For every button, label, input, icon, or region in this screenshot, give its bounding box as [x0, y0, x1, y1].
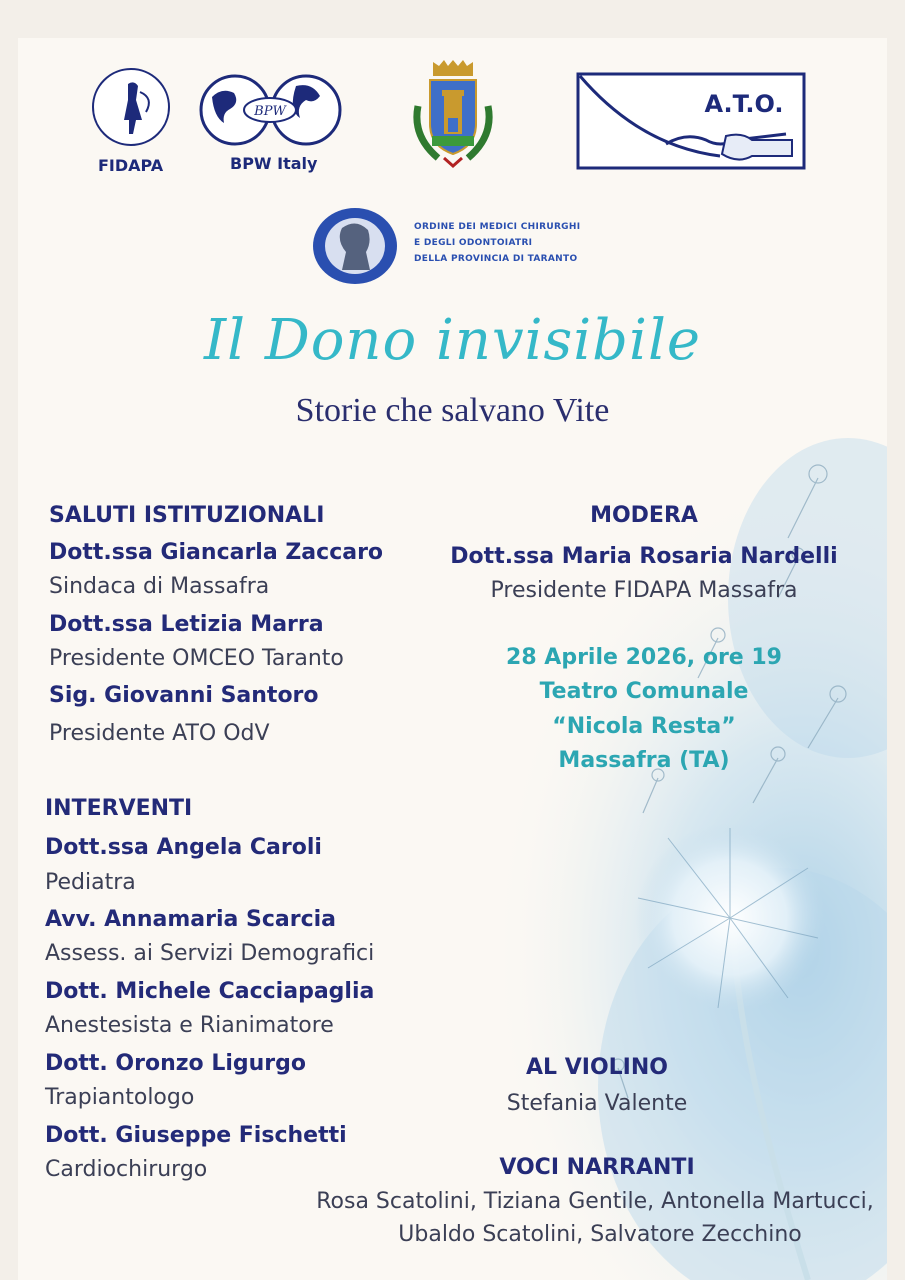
bpw-label: BPW Italy — [230, 154, 318, 173]
ato-logo-icon — [576, 72, 806, 172]
event-subtitle: Storie che salvano Vite — [295, 392, 610, 429]
interventi-name-2: Avv. Annamaria Scarcia — [45, 907, 337, 932]
event-venue-name: “Nicola Resta” — [552, 714, 736, 739]
voci-line-2: Ubaldo Scatolini, Salvatore Zecchino — [398, 1222, 802, 1247]
saluti-name-1: Dott.ssa Giancarla Zaccaro — [49, 540, 384, 565]
fidapa-label: FIDAPA — [98, 156, 164, 175]
modera-role: Presidente FIDAPA Massafra — [490, 578, 798, 603]
saluti-name-3: Sig. Giovanni Santoro — [49, 683, 319, 708]
saluti-role-1: Sindaca di Massafra — [49, 574, 270, 599]
voci-line-1: Rosa Scatolini, Tiziana Gentile, Antonella Martucci, — [316, 1189, 874, 1214]
event-city: Massafra (TA) — [558, 748, 730, 773]
bpw-inner-text: BPW — [254, 104, 286, 119]
omceo-text — [414, 219, 580, 267]
interventi-role-5: Cardiochirurgo — [45, 1157, 208, 1182]
saluti-name-2: Dott.ssa Letizia Marra — [49, 612, 324, 637]
omceo-line-3: DELLA PROVINCIA DI TARANTO — [414, 254, 578, 264]
fidapa-logo-icon — [90, 66, 172, 148]
event-title: Il Dono invisibile — [203, 308, 701, 373]
ato-label: A.T.O. — [704, 90, 784, 118]
saluti-role-3: Presidente ATO OdV — [49, 721, 270, 746]
violino-name: Stefania Valente — [506, 1091, 688, 1116]
bpw-logo-icon — [198, 72, 343, 147]
event-venue: Teatro Comunale — [539, 679, 749, 704]
interventi-role-4: Trapiantologo — [45, 1085, 195, 1110]
interventi-name-4: Dott. Oronzo Ligurgo — [45, 1051, 307, 1076]
massafra-crest-icon — [408, 56, 498, 174]
voci-heading: VOCI NARRANTI — [499, 1155, 695, 1180]
omceo-line-1: ORDINE DEI MEDICI CHIRURGHI — [414, 222, 581, 232]
interventi-name-3: Dott. Michele Cacciapaglia — [45, 979, 375, 1004]
interventi-role-2: Assess. ai Servizi Demografici — [45, 941, 375, 966]
modera-heading: MODERA — [590, 503, 698, 528]
omceo-line-2: E DEGLI ODONTOIATRI — [414, 238, 533, 248]
interventi-name-5: Dott. Giuseppe Fischetti — [45, 1123, 347, 1148]
omceo-logo-icon — [310, 206, 400, 286]
modera-name: Dott.ssa Maria Rosaria Nardelli — [450, 544, 838, 569]
interventi-name-1: Dott.ssa Angela Caroli — [45, 835, 322, 860]
saluti-role-2: Presidente OMCEO Taranto — [49, 646, 344, 671]
saluti-heading: SALUTI ISTITUZIONALI — [49, 503, 325, 528]
violino-heading: AL VIOLINO — [526, 1055, 668, 1080]
interventi-role-1: Pediatra — [45, 870, 136, 895]
event-date: 28 Aprile 2026, ore 19 — [506, 645, 782, 670]
interventi-role-3: Anestesista e Rianimatore — [45, 1013, 334, 1038]
interventi-heading: INTERVENTI — [45, 796, 193, 821]
